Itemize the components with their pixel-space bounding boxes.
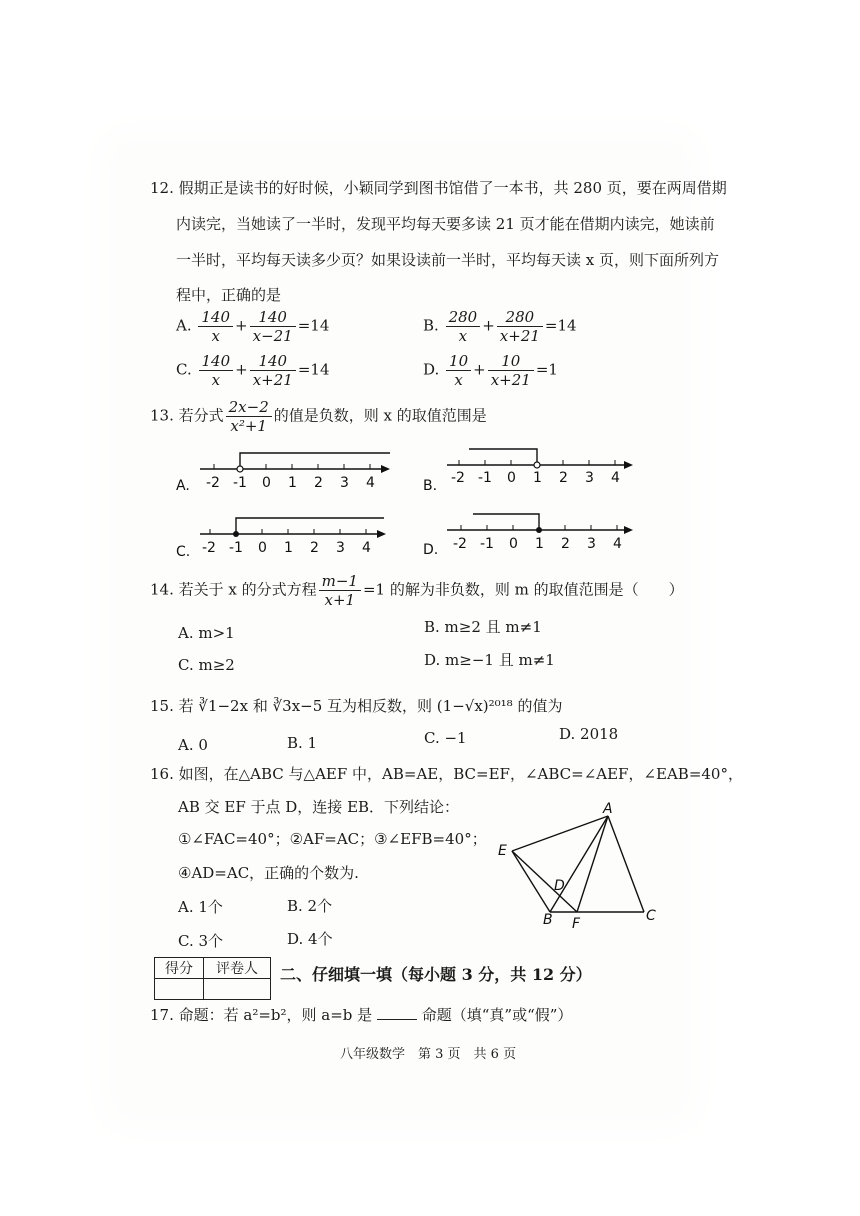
svg-text:3: 3: [585, 470, 594, 486]
q16-line2: AB 交 EF 于点 D，连接 EB．下列结论：: [178, 798, 460, 816]
svg-text:3: 3: [336, 540, 345, 556]
q16-line3: ①∠FAC=40°；②AF=AC；③∠EFB=40°；: [178, 830, 487, 848]
q14-option-a: A. m>1: [178, 624, 235, 642]
svg-text:2: 2: [310, 540, 319, 556]
q14-option-c: C. m≥2: [178, 656, 235, 674]
svg-text:2: 2: [314, 475, 323, 491]
triangle-figure: [490, 800, 670, 939]
svg-text:4: 4: [611, 470, 620, 486]
point-label-e: E: [498, 843, 507, 859]
svg-text:0: 0: [507, 470, 516, 486]
q14-stem: 14. 若关于 x 的分式方程 $\frac{m-1}{x+1}$ =1 的解为非负数，则 m 的取值范围是（ ）: [150, 572, 684, 609]
svg-text:3: 3: [587, 536, 596, 552]
svg-text:-2: -2: [202, 540, 216, 556]
number-line-c: [176, 508, 396, 568]
score-box: [154, 957, 271, 1000]
point-label-c: C: [646, 908, 656, 924]
svg-text:1: 1: [284, 540, 293, 556]
grader-cell[interactable]: [204, 979, 271, 1000]
svg-text:B.: B.: [423, 478, 438, 494]
q17-stem: 17. 命题：若 a²=b²，则 a=b 是 命题（填“真”或“假”）: [150, 1006, 573, 1024]
q12-option-d: D. $\frac{10}{x}$ + $\frac{10}{x+21}$ =1: [423, 352, 558, 389]
option-letter: A.: [176, 478, 190, 494]
q16-option-d: D. 4个: [287, 930, 333, 948]
svg-text:-1: -1: [478, 470, 492, 486]
q15-option-b: B. 1: [287, 734, 318, 752]
svg-text:-2: -2: [451, 470, 465, 486]
score-cell[interactable]: [155, 979, 204, 1000]
point-label-d: D: [554, 878, 565, 894]
q13-stem: 13. 若分式 $\frac{2x-2}{\text{x²+1}}$ 的值是负数，则 x 的取值范围是: [150, 398, 487, 435]
svg-text:D.: D.: [423, 542, 439, 558]
q16-option-a: A. 1个: [178, 898, 223, 916]
page-footer: 八年级数学 第 3 页 共 6 页: [340, 1047, 517, 1062]
q15-option-c: C. −1: [424, 729, 467, 747]
svg-text:2: 2: [559, 470, 568, 486]
point-label-b: B: [543, 912, 553, 928]
number-line-b: [423, 440, 643, 500]
number-line-d: [423, 508, 643, 568]
q15-option-d: D. 2018: [559, 725, 619, 743]
q12-option-b: B. $\frac{280}{x}$ + $\frac{280}{x+21}$ =14: [423, 308, 577, 345]
q15-stem: 15. 若 ∛1−2x 和 ∛3x−5 互为相反数，则 (1−√x)²⁰¹⁸ 的值为: [150, 697, 563, 715]
svg-text:4: 4: [362, 540, 371, 556]
svg-text:-1: -1: [233, 475, 247, 491]
q12-line3: 一半时，平均每天读多少页？如果设读前一半时，平均每天读 x 页，则下面所列方: [176, 251, 719, 269]
score-header: 得分: [155, 958, 204, 979]
q12-line4: 程中，正确的是: [176, 286, 282, 304]
svg-text:-2: -2: [206, 475, 220, 491]
q16-line4: ④AD=AC，正确的个数为.: [178, 864, 359, 882]
svg-text:4: 4: [366, 475, 375, 491]
answer-blank[interactable]: [377, 1005, 417, 1020]
svg-text:0: 0: [509, 536, 518, 552]
svg-text:1: 1: [533, 470, 542, 486]
point-label-a: A: [603, 801, 613, 817]
svg-text:C.: C.: [176, 544, 191, 560]
number-line-a: [176, 440, 396, 500]
svg-text:4: 4: [613, 536, 622, 552]
svg-text:2: 2: [561, 536, 570, 552]
svg-text:0: 0: [258, 540, 267, 556]
q12-option-a: A. $\frac{140}{x}$ + $\frac{140}{x-21}$ =14: [176, 308, 330, 345]
q16-line1: 16. 如图，在△ABC 与△AEF 中，AB=AE，BC=EF，∠ABC=∠AEF，∠EAB=40°，: [150, 765, 743, 783]
q16-option-b: B. 2个: [287, 897, 333, 915]
svg-text:3: 3: [340, 475, 349, 491]
grader-header: 评卷人: [204, 958, 271, 979]
point-label-f: F: [572, 916, 581, 932]
q12-option-c: C. $\frac{140}{x}$ + $\frac{140}{x+21}$ =14: [176, 352, 330, 389]
q12-line1: 12. 假期正是读书的好时候，小颖同学到图书馆借了一本书，共 280 页，要在两周借期: [150, 179, 727, 197]
q15-option-a: A. 0: [178, 736, 208, 754]
svg-text:1: 1: [535, 536, 544, 552]
q14-option-d: D. m≥−1 且 m≠1: [424, 651, 555, 669]
q14-option-b: B. m≥2 且 m≠1: [424, 618, 542, 636]
svg-text:-2: -2: [453, 536, 467, 552]
svg-text:1: 1: [288, 475, 297, 491]
svg-text:-1: -1: [229, 540, 243, 556]
svg-text:-1: -1: [480, 536, 494, 552]
svg-text:0: 0: [262, 475, 271, 491]
q16-option-c: C. 3个: [178, 932, 224, 950]
q12-line2: 内读完，当她读了一半时，发现平均每天要多读 21 页才能在借期内读完，她读前: [176, 215, 715, 233]
section-title: 二、仔细填一填（每小题 3 分，共 12 分）: [280, 965, 592, 984]
